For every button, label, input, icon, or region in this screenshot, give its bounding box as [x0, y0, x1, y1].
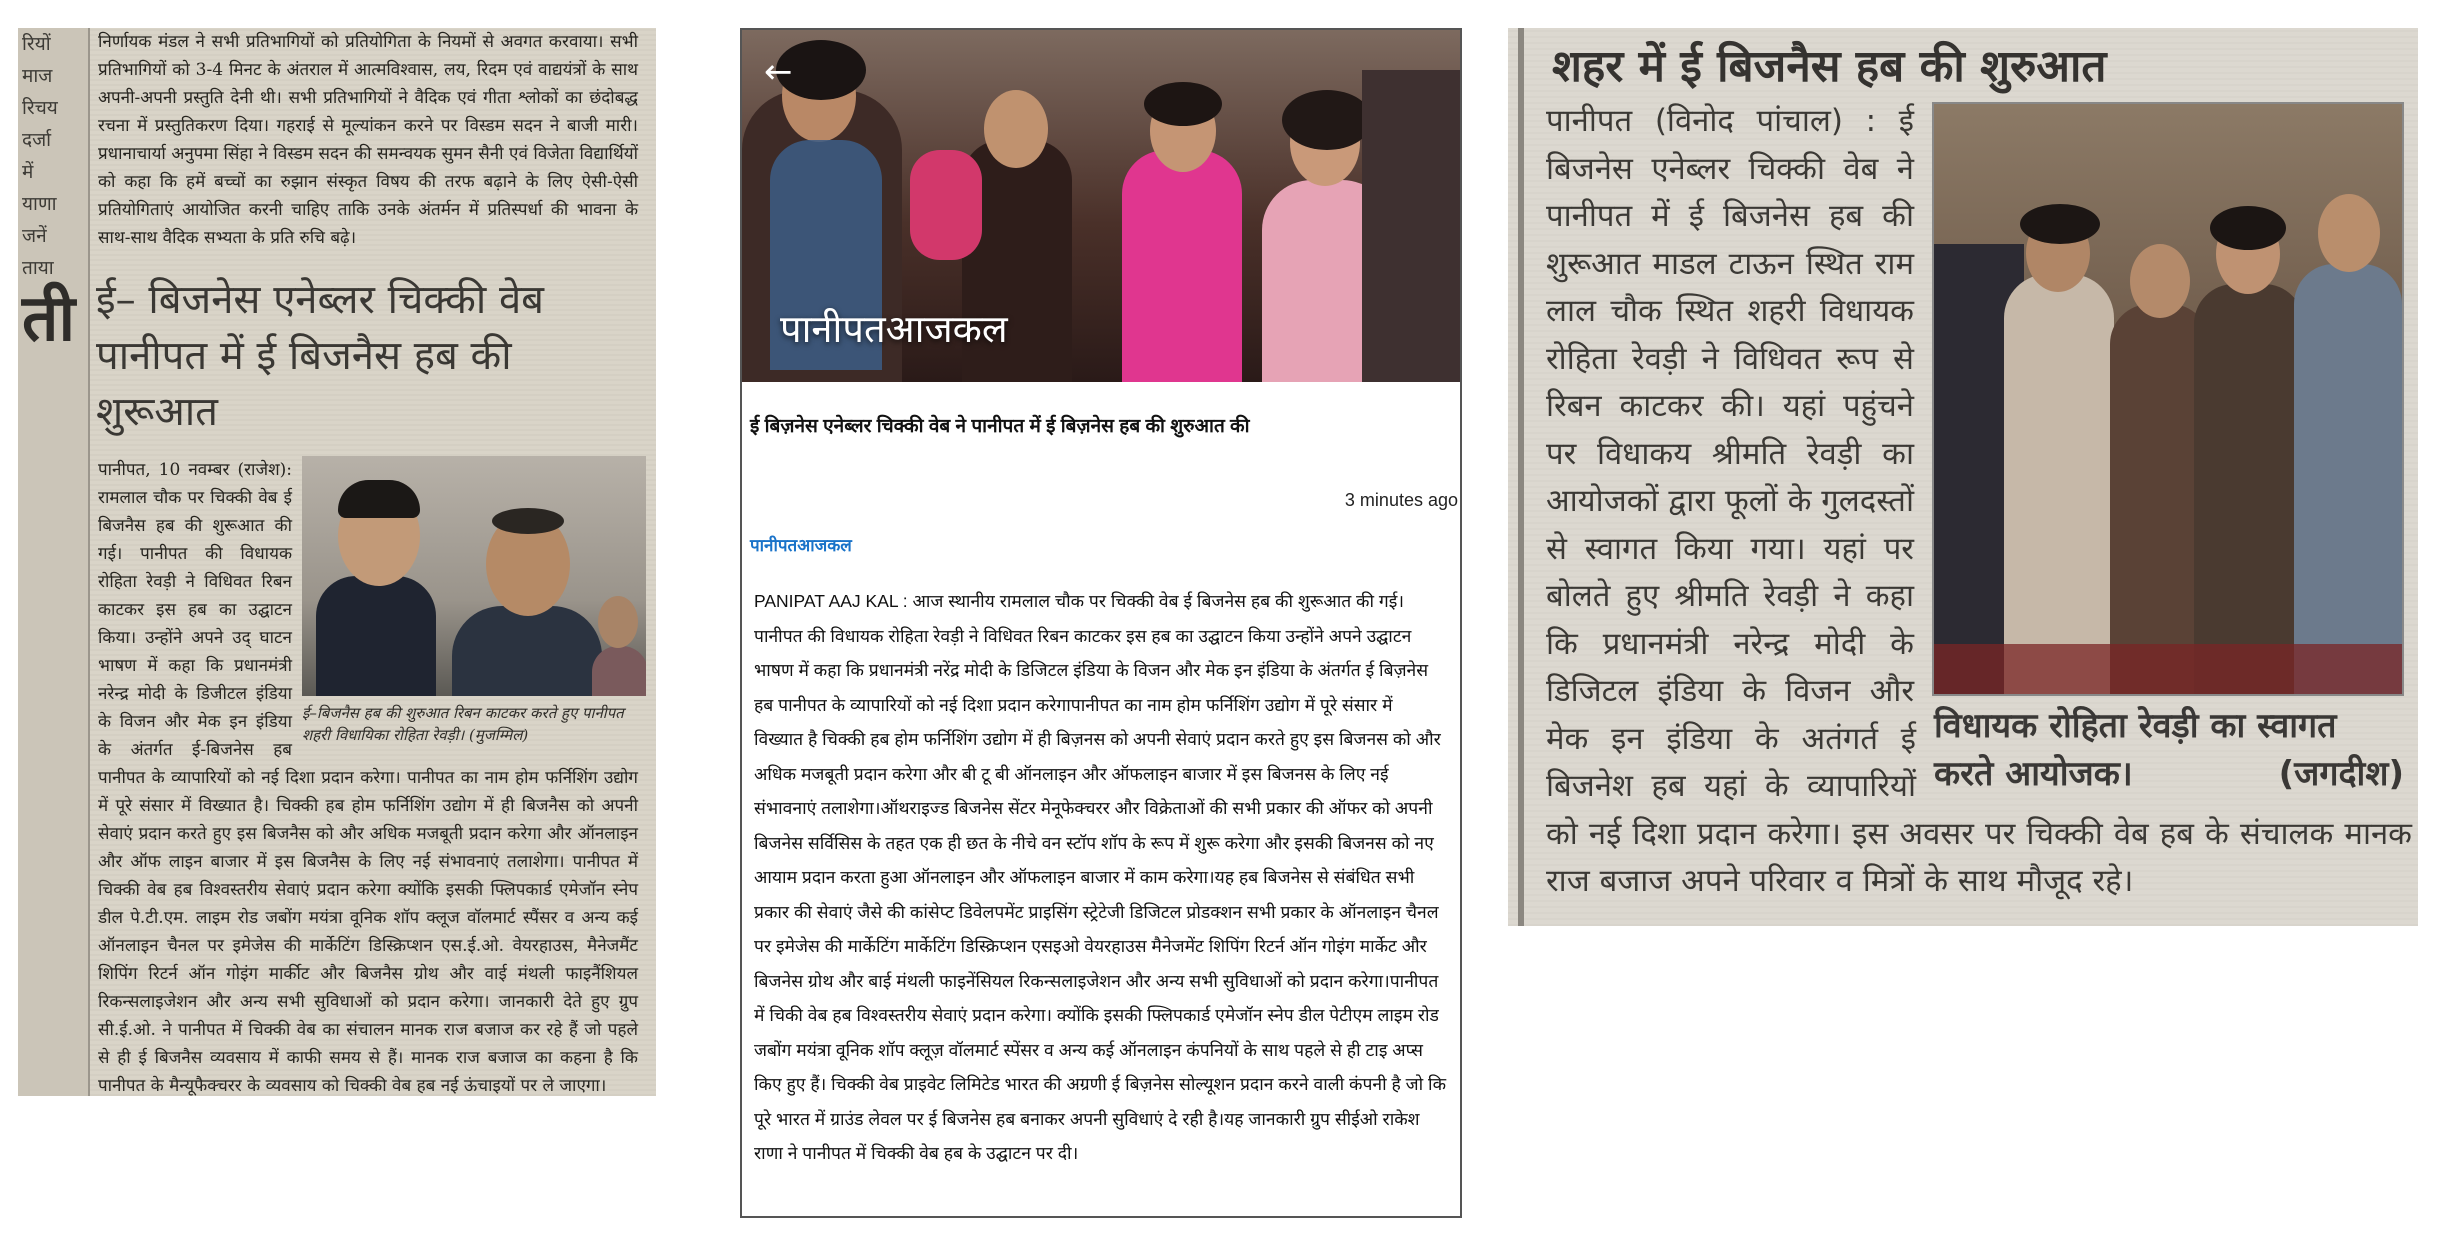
edge-fragment: माज [22, 65, 53, 87]
news-article-card [740, 28, 1462, 1218]
article-body: PANIPAT AAJ KAL : आज स्थानीय रामलाल चौक पर चिक्की वेब ई बिजनेस हब की शुरूआत की गई। पानीपत की विधायक रोहिता रेवड़ी ने विधिवत रिबन काटकर इस हब का उद्घाटन किया उन्होंने अपने उद्घाटन भाषण में कहा कि प्रधानमंत्री नरेंद्र मोदी के डिजिटल इंडिया के विजन और मेक इन इंडिया के अंतर्गत ई बिज़नेस हब पानीपत के व्यापारियों को नई दिशा प्रदान करेगापानीपत का नाम होम फर्निशिंग उद्योग में पूरे संसार में विख्यात है चिक्की हब होम फर्निशिंग उद्योग में ही बिज़नस को अपनी सेवाएं प्रदान करते हुए इस बिजनस को और अधिक मजबूती प्रदान करेगा और बी टू बी ऑनलाइन और ऑफलाइन बाजार में इस बिजनस के लिए नई संभावनाएं तलाशेगा।ऑथराइज्ड बिजनेस सेंटर मेनूफेक्चरर और विक्रेताओं की सभी प्रकार की ऑफर को अपनी बिजनेस सर्विसिस के तहत एक ही छत के नीचे वन स्टॉप शॉप के रूप में शुरू करेगा और इसकी बिजनस को नए आयाम प्रदान करता हुआ ऑनलाइन और ऑफलाइन बाजार में काम करेगा।यह हब बिजनेस से संबंधित सभी प्रकार की सेवाएं जैसे की कांसेप्ट डिवेलपमेंट प्राइसिंग स्ट्रेटेजी डिजिटल प्रोडक्शन सभी प्रकार के ऑनलाइन चैनल पर इमेजेस की मार्केटिंग मार्केटिंग डिस्क्रिप्शन एसइओ वेयरहाउस मैनेजमेंट शिपिंग रिटर्न ऑन गोइंग मार्केट और बिजनेस ग्रोथ और बाई मंथली फाइनेंसियल रिकन्सलाइजेशन और अन्य सभी सुविधाओं को प्रदान करेगा।पानीपत में चिकी वेब हब विश्वस्तरीय सेवाएं प्रदान करेगा। क्योंकि इसकी फ्लिपकार्ड एमेजॉन स्नेप डील पेटीएम लाइम रोड जबोंग मयंत्रा वूनिक शॉप क्लूज़ वॉलमार्ट स्पेंसर व अन्य कई ऑनलाइन कंपनियों के साथ पहले से ही टाइ अप्स किए हुए हैं। चिक्की वेब प्राइवेट लिमिटेड भारत की अग्रणी ई बिज़नेस सोल्यूशन प्रदान करने वाली कंपनी है जो कि पूरे भारत में ग्राउंड लेवल पर ई बिजनेस हब बनाकर अपनी सुविधाएं दे रही है।यह जानकारी ग्रुप सीईओ राकेश राणा ने पानीपत में चिक्की वेब हब के उद्घाटन पर दी। [754, 591, 1447, 1163]
right-clipping-headline: शहर में ई बिजनैस हब की शुरुआत [1552, 41, 2107, 92]
edge-fragment: में [22, 161, 34, 183]
left-clipping-headline: ई– बिजनेस एनेब्लर चिक्की वेब पानीपत में ई बिजनैस हब की शुरूआत [96, 277, 545, 435]
edge-fragment: याणा [22, 193, 57, 215]
edge-fragment: रियों [22, 33, 51, 55]
left-newspaper-clipping [18, 28, 656, 1096]
previous-article-text: निर्णायक मंडल ने सभी प्रतिभागियों को प्रतियोगिता के नियमों से अवगत करवाया। सभी प्रतिभागियों को 3-4 मिनट के अंतराल में आत्मविश्वास, लय, रिदम एवं वाद्ययंत्रों के साथ अपनी-अपनी प्रस्तुति देनी थी। सभी प्रतिभागियों ने वैदिक एवं गीता श्लोकों का छंदोबद्ध रचना में प्रस्तुतिकरण दिया। गहराई से मूल्यांकन करने पर विस्डम सदन ने बाजी मारी। प्रधानाचार्या अनुपमा सिंहा ने विस्डम सदन की समन्वयक सुमन सैनी एवं विजेता विद्यार्थियों को कहा कि हमें बच्चों का रुझान संस्कृत विषय की तरफ बढ़ाने के लिए ऐसी-ऐसी प्रतियोगिताएं आयोजित करनी चाहिए ताकि उनके अंतर्मन में प्रतिस्पर्धा की भावना के साथ-साथ वैदिक सभ्यता के प्रति रुचि बढ़े। [98, 32, 638, 248]
clipping-torn-edge [18, 28, 90, 1096]
edge-fragment: रिचय [22, 97, 58, 119]
site-title-overlay: पानीपतआजकल [780, 309, 1008, 351]
edge-fragment: ताया [22, 257, 54, 279]
caption-text: विधायक रोहिता रेवड़ी का स्वागत करते आयोजक। [1934, 706, 2337, 794]
article-timestamp: 3 minutes ago [1344, 490, 1458, 510]
left-clipping-article: पानीपत, 10 नवम्बर (राजेश): रामलाल चौक पर चिक्की वेब ई बिजनैस हब की शुरूआत की गई। पानीपत की विधायक रोहिता रेवड़ी ने विधिवत रिबन काटकर इस हब का उद्घाटन किया। उन्होंने अपने उद् घाटन भाषण में कहा कि प्रधानमंत्री नरेन्द्र मोदी के डिजीटल इंडिया के विजन और मेक इन इंडिया के अंतर्गत ई-बिजनेस हब पानीपत के व्यापारियों को नई दिशा प्रदान करेगा। पानीपत का नाम होम फर्निशिंग उद्योग में पूरे संसार में विख्यात है। चिक्की हब होम फर्निशिंग उद्योग में ही बिजनैस को अपनी सेवाएं प्रदान करते हुए इस बिजनैस को और अधिक मजबूती प्रदान करेगा और ऑनलाइन और ऑफ लाइन बाजार में इस बिजनैस के लिए नई संभावनाएं तलाशेगा। पानीपत में चिक्की वेब हब विश्वस्तरीय सेवाएं प्रदान करेगा क्योंकि इसकी फ्लिपकार्ड एमेजॉन स्नेप डील पे.टी.एम. लाइम रोड जबोंग मयंत्रा वूनिक शॉप क्लूज वॉलमार्ट स्पैंसर व अन्य कई ऑनलाइन चैनल पर इमेजेस की मार्केटिंग डिस्क्रिप्शन एस.ई.ओ. वेयरहाउस, मैनेजमैंट शिपिंग रिटर्न ऑन गोइंग मार्कीट और बिजनैस ग्रोथ और वाई मंथली फाइनैंशियल रिकन्सलाइजेशन और अन्य सभी सुविधाओं को प्रदान करेगा। जानकारी देते हुए ग्रुप सी.ई.ओ. ने पानीपत में चिक्की वेब का संचालन मानक राज बजाज कर रहे हैं जो पहले से ही ई बिजनैस व्यवसाय में काफी समय से हैं। मानक राज बजाज का कहना है कि पानीपत के मैन्यूफैक्चरर के व्यवसाय को चिक्की वेब हब नई ऊंचाइयों पर ले जाएगा। [98, 460, 638, 1096]
left-clipping-column [90, 28, 646, 1096]
article-title: ई बिज़नेस एनेब्लर चिक्की वेब ने पानीपत में ई बिज़नेस हब की शुरुआत की [750, 416, 1250, 437]
right-newspaper-clipping [1508, 28, 2418, 926]
right-clipping-article: पानीपत (विनोद पांचाल) : ई बिजनेस एनेब्लर चिक्की वेब ने पानीपत में ई बिजनेस हब की शुरूआत माडल टाऊन स्थित राम लाल चौक स्थित शहरी विधायक रोहिता रेवड़ी ने विधिवत रूप से रिबन काटकर की। यहां पहुंचने पर विधाकय श्रीमति रेवड़ी का आयोजकों द्वारा फूलों के गुलदस्तों से स्वागत किया गया। यहां पर बोलते हुए श्रीमति रेवड़ी ने कहा कि प्रधानमंत्री नरेन्द्र मोदी के डिजिटल इंडिया के विजन और मेक इन इंडिया के अतंगर्त ई बिजनेश हब यहां के व्यापारियों को नई दिशा प्रदान करेगा। इस अवसर पर चिक्की वेब हब के संचालक मानक राज बजाज अपने परिवार व मित्रों के साथ मौजूद रहे। [1546, 103, 2412, 899]
article-hero-image [742, 30, 1460, 382]
edge-fragment: दर्जा [22, 129, 52, 151]
edge-fragment: जनें [22, 225, 47, 247]
edge-fragment-large: ती [22, 281, 76, 356]
right-clipping-photo-caption [1934, 702, 2404, 798]
photo-credit: (जगदीश) [2278, 754, 2404, 794]
right-clipping-photo [1932, 102, 2404, 696]
article-source-link[interactable]: पानीपतआजकल [750, 536, 852, 555]
arrow-left-icon[interactable]: ← [764, 52, 793, 92]
column-rule [1518, 28, 1524, 926]
left-clipping-photo [302, 456, 646, 696]
left-clipping-photo-caption: ई–बिजनैस हब की शुरुआत रिबन काटकर करते हुए पानीपत शहरी विधायिका रोहिता रेवड़ी। (मुजम्मिल) [302, 704, 624, 744]
right-clipping-column [1546, 98, 2412, 906]
